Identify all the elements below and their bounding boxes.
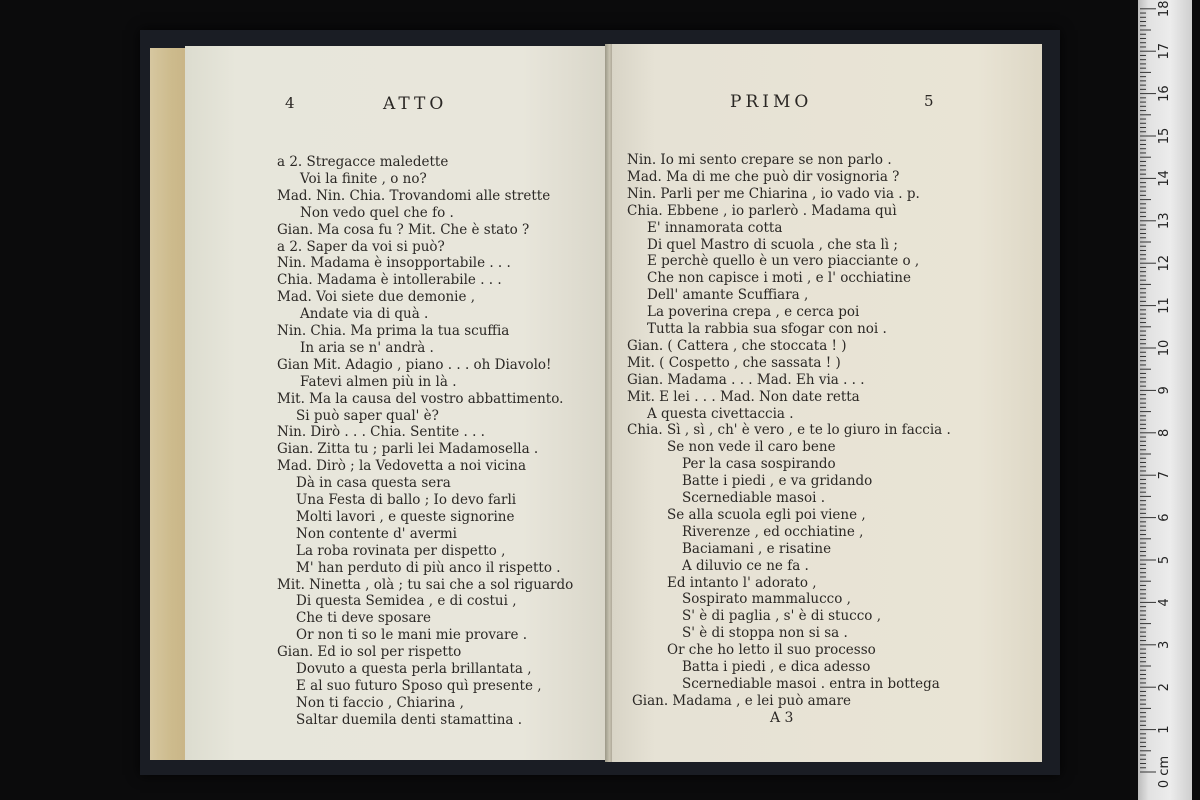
running-header-right: PRIMO (730, 92, 813, 112)
right-page-text-line: Gian. Madama , e lei può amare (632, 692, 852, 709)
left-page-text-line: Mad. Nin. Chia. Trovandomi alle strette (277, 187, 551, 204)
left-page-text-line: Nin. Dirò . . . Chia. Sentite . . . (277, 424, 485, 441)
right-page-text-line: Or che ho letto il suo processo (667, 642, 876, 659)
right-page-text-line: Ed intanto l' adorato , (667, 574, 817, 591)
ruler-label: 5 (1157, 555, 1172, 565)
right-page-text-line: Batta i piedi , e dica adesso (682, 659, 871, 675)
left-page-text-line: Andate via di quà . (300, 306, 429, 323)
page-number-right: 5 (924, 92, 934, 110)
left-page-text-line: Mit. Ninetta , olà ; tu sai che a sol riguardo (277, 576, 574, 593)
left-page-text-line: Fatevi almen più in là . (300, 373, 457, 390)
left-page-text-line: Molti lavori , e queste signorine (296, 508, 515, 525)
right-page-text-line: Gian. ( Cattera , che stoccata ! ) (627, 337, 847, 354)
signature-mark: A 3 (770, 710, 794, 726)
right-page-text-line: Mad. Ma di me che può dir vosignoria ? (627, 168, 900, 185)
ruler-label: 0 cm (1157, 755, 1172, 789)
left-page-text-line: Gian Mit. Adagio , piano . . . oh Diavolo! (277, 356, 552, 373)
left-page-text-line: Dà in casa questa sera (296, 475, 451, 492)
left-page (185, 46, 607, 760)
ruler-label: 16 (1157, 85, 1172, 102)
right-page-text-line: Di quel Mastro di scuola , che sta lì ; (647, 236, 898, 253)
ruler-scale (1138, 0, 1192, 800)
right-page-text-line: Che non capisce i moti , e l' occhiatine (647, 270, 911, 287)
right-page-text-line: Sospirato mammalucco , (682, 591, 851, 608)
left-page-text-line: Si può saper qual' è? (296, 407, 439, 424)
right-page-text-line: Chia. Sì , sì , ch' è vero , e te lo giuro in faccia . (627, 422, 951, 439)
left-page-text-line: M' han perduto di più anco il rispetto . (296, 559, 561, 576)
ruler-label: 11 (1157, 297, 1172, 314)
ruler-label: 4 (1157, 598, 1172, 607)
left-page-text-line: Mad. Voi siete due demonie , (277, 289, 476, 306)
right-page-text-line: Scernediable masoi . entra in bottega (682, 675, 940, 692)
right-page-text-line: Nin. Parli per me Chiarina , io vado via . p. (627, 185, 920, 202)
left-page-text-line: La roba rovinata per dispetto , (296, 542, 506, 559)
left-page-text-line: Non ti faccio , Chiarina , (296, 694, 464, 711)
left-page-text-line: E al suo futuro Sposo quì presente , (296, 677, 542, 694)
left-page-text-line: Mad. Dirò ; la Vedovetta a noi vicina (277, 458, 527, 475)
left-page-text-line: Or non ti so le mani mie provare . (296, 627, 528, 644)
running-header-left: ATTO (383, 94, 448, 114)
right-page-text-line: Per la casa sospirando (682, 456, 836, 473)
left-page-text-line: Nin. Madama è insopportabile . . . (277, 255, 511, 272)
left-page-text-line: Mit. Ma la causa del vostro abbattimento. (277, 390, 564, 407)
right-page-text-line: Scernediable masoi . (682, 490, 825, 506)
ruler-label: 12 (1157, 254, 1172, 272)
right-page-text-line: Mit. ( Cospetto , che sassata ! ) (627, 354, 841, 371)
ruler-label: 1 (1157, 725, 1172, 734)
ruler-label: 13 (1157, 212, 1172, 230)
right-page-text-line: Tutta la rabbia sua sfogar con noi . (647, 321, 887, 337)
left-page-text-line: Gian. Zitta tu ; parli lei Madamosella . (277, 441, 539, 458)
ruler-label: 17 (1157, 42, 1172, 60)
ruler-label: 14 (1157, 170, 1172, 187)
left-page-text-line: Di questa Semidea , e di costui , (296, 593, 517, 610)
ruler-label: 8 (1157, 428, 1172, 437)
right-page-text-line: E' innamorata cotta (647, 219, 783, 236)
ruler-label: 10 (1157, 339, 1172, 357)
ruler-label: 2 (1157, 683, 1172, 692)
left-page-text-line: Saltar duemila denti stamattina . (296, 711, 523, 728)
left-page-text-line: Chia. Madama è intollerabile . . . (277, 272, 502, 289)
ruler-label: 6 (1157, 513, 1172, 522)
right-page-text-line: Mit. E lei . . . Mad. Non date retta (627, 388, 860, 405)
ruler-label: 3 (1157, 640, 1172, 649)
right-page-text-line: Chia. Ebbene , io parlerò . Madama quì (627, 202, 897, 219)
left-page-text-line: Una Festa di ballo ; Io devo farli (296, 492, 517, 508)
right-page-text-line: S' è di stoppa non si sa . (682, 625, 848, 642)
right-page-text-line: Se alla scuola egli poi viene , (667, 506, 866, 523)
right-page-text-line: A questa civettaccia . (647, 405, 794, 422)
right-page-text-line: A diluvio ce ne fa . (682, 557, 809, 574)
left-page-text-line: Nin. Chia. Ma prima la tua scuffia (277, 323, 510, 339)
left-page-text-line: Non contente d' avermi (296, 525, 458, 542)
left-page-text-line: a 2. Saper da voi si può? (277, 238, 445, 255)
ruler-label: 9 (1157, 386, 1172, 395)
ruler-label: 18 (1157, 0, 1172, 18)
right-page-text-line: Dell' amante Scuffiara , (647, 287, 809, 304)
right-page-text-line: La poverina crepa , e cerca poi (647, 304, 860, 321)
page-number-left: 4 (285, 94, 295, 112)
right-page-text-line: Nin. Io mi sento crepare se non parlo . (627, 152, 892, 168)
left-page-text-line: Non vedo quel che fo . (300, 204, 454, 221)
right-page (612, 44, 1042, 762)
left-page-text-line: Gian. Ma cosa fu ? Mit. Che è stato ? (277, 221, 530, 238)
left-page-text-line: Gian. Ed io sol per rispetto (277, 644, 462, 661)
right-page-text-line: Baciamani , e risatine (682, 540, 832, 557)
left-page-text-line: a 2. Stregacce maledette (277, 154, 449, 170)
ruler-label: 15 (1157, 127, 1172, 145)
left-page-text-line: In aria se n' andrà . (300, 339, 434, 356)
right-page-text-line: Gian. Madama . . . Mad. Eh via . . . (627, 371, 865, 388)
left-page-text-line: Dovuto a questa perla brillantata , (296, 661, 532, 677)
ruler-label: 7 (1157, 471, 1172, 480)
right-page-text-line: E perchè quello è un vero piacciante o , (647, 253, 920, 270)
left-page-text-line: Voi la finite , o no? (300, 170, 427, 187)
right-page-text-line: Batte i piedi , e va gridando (682, 473, 873, 490)
measuring-ruler (1138, 0, 1192, 800)
right-page-text-line: S' è di paglia , s' è di stucco , (682, 608, 882, 625)
left-page-text-line: Che ti deve sposare (296, 610, 431, 627)
right-page-text-line: Riverenze , ed occhiatine , (682, 523, 864, 540)
right-page-text-line: Se non vede il caro bene (667, 439, 836, 456)
